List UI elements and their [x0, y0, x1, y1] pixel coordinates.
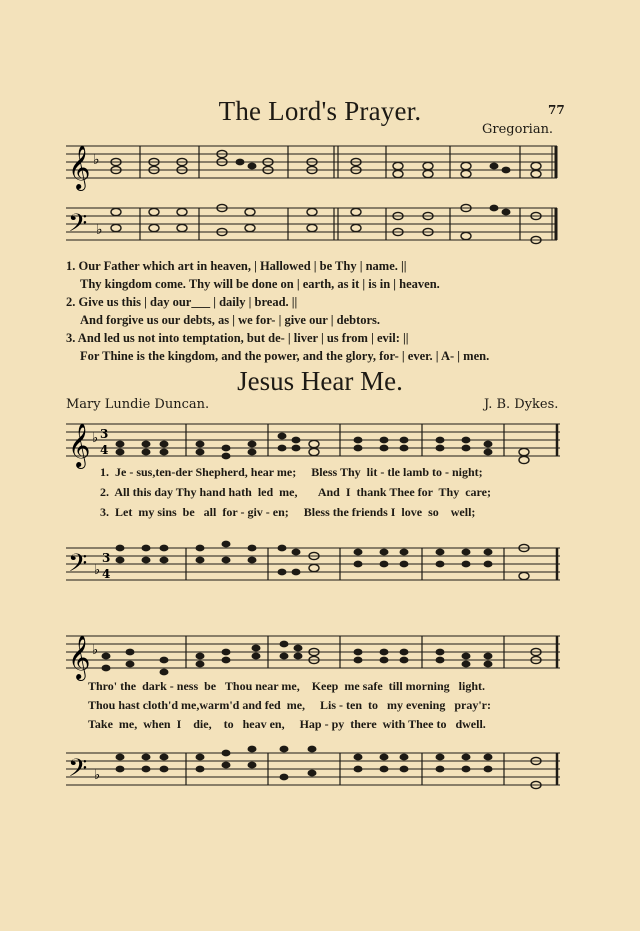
lords-prayer-line-1: 1. Our Father which art in heaven, | Hallowed | be Thy | name. ||: [66, 259, 407, 273]
lords-prayer-line-5: 3. And led us not into temptation, but de- | liver | us from | evil: ||: [66, 331, 409, 345]
jesus-hear-me-treble-staff-1: [0, 418, 640, 468]
svg-text:𝄞: 𝄞: [68, 423, 91, 467]
svg-text:4: 4: [102, 567, 111, 581]
jesus-hear-me-verse-3-part-1: 3. Let my sins be all for - giv - en; Bless the friends I love so well;: [100, 505, 476, 519]
lords-prayer-line-2: Thy kingdom come. Thy will be done on | earth, as it | is in | heaven.: [80, 277, 440, 291]
svg-text:♭: ♭: [94, 563, 101, 578]
svg-text:♭: ♭: [92, 431, 99, 446]
hymn-title-lords-prayer: The Lord's Prayer.: [218, 96, 422, 126]
svg-text:♭: ♭: [92, 643, 99, 658]
jesus-hear-me-verse-2-part-1: 2. All this day Thy hand hath led me, And I thank Thee for Thy care;: [100, 485, 491, 499]
svg-text:3: 3: [102, 551, 111, 565]
page-number: 77: [548, 103, 565, 117]
lords-prayer-line-3: 2. Give us this | day our___ | daily | bread. ||: [66, 295, 298, 309]
composer-jb-dykes: J. B. Dykes.: [484, 397, 559, 412]
lords-prayer-line-4: And forgive us our debts, as | we for- | give our | debtors.: [80, 313, 381, 327]
svg-text:𝄢: 𝄢: [68, 209, 88, 244]
jesus-hear-me-bass-staff-2: [0, 745, 640, 797]
lords-prayer-treble-staff: [0, 140, 640, 190]
svg-text:𝄞: 𝄞: [68, 635, 91, 679]
svg-text:𝄞: 𝄞: [68, 145, 91, 189]
jesus-hear-me-verse-1-part-1: 1. Je - sus,ten-der Shepherd, hear me; Bless Thy lit - tle lamb to - night;: [100, 465, 483, 479]
svg-text:𝄢: 𝄢: [68, 549, 88, 584]
svg-text:3: 3: [100, 427, 109, 441]
jesus-hear-me-treble-staff-2: [0, 630, 640, 680]
jesus-hear-me-verse-3-part-2: Take me, when I die, to heav en, Hap - py there with Thee to dwell.: [88, 717, 486, 731]
svg-text:♭: ♭: [94, 768, 101, 783]
svg-text:♭: ♭: [96, 222, 103, 238]
jesus-hear-me-verse-2-part-2: Thou hast cloth'd me,warm'd and fed me, Lis - ten to my evening pray'r:: [88, 698, 491, 712]
composer-gregorian: Gregorian.: [482, 122, 554, 137]
jesus-hear-me-verse-1-part-2: Thro' the dark - ness be Thou near me, Keep me safe till morning light.: [88, 679, 486, 693]
svg-text:♭: ♭: [93, 152, 100, 168]
lords-prayer-bass-staff: [0, 200, 640, 252]
svg-text:𝄢: 𝄢: [68, 754, 88, 789]
author-mary-lundie-duncan: Mary Lundie Duncan.: [66, 397, 210, 412]
svg-text:4: 4: [100, 443, 109, 457]
hymn-title-jesus-hear-me: Jesus Hear Me.: [237, 366, 403, 396]
jesus-hear-me-bass-staff-1: [0, 540, 640, 592]
lords-prayer-line-6: For Thine is the kingdom, and the power, and the glory, for- | ever. | A- | men.: [80, 349, 490, 363]
